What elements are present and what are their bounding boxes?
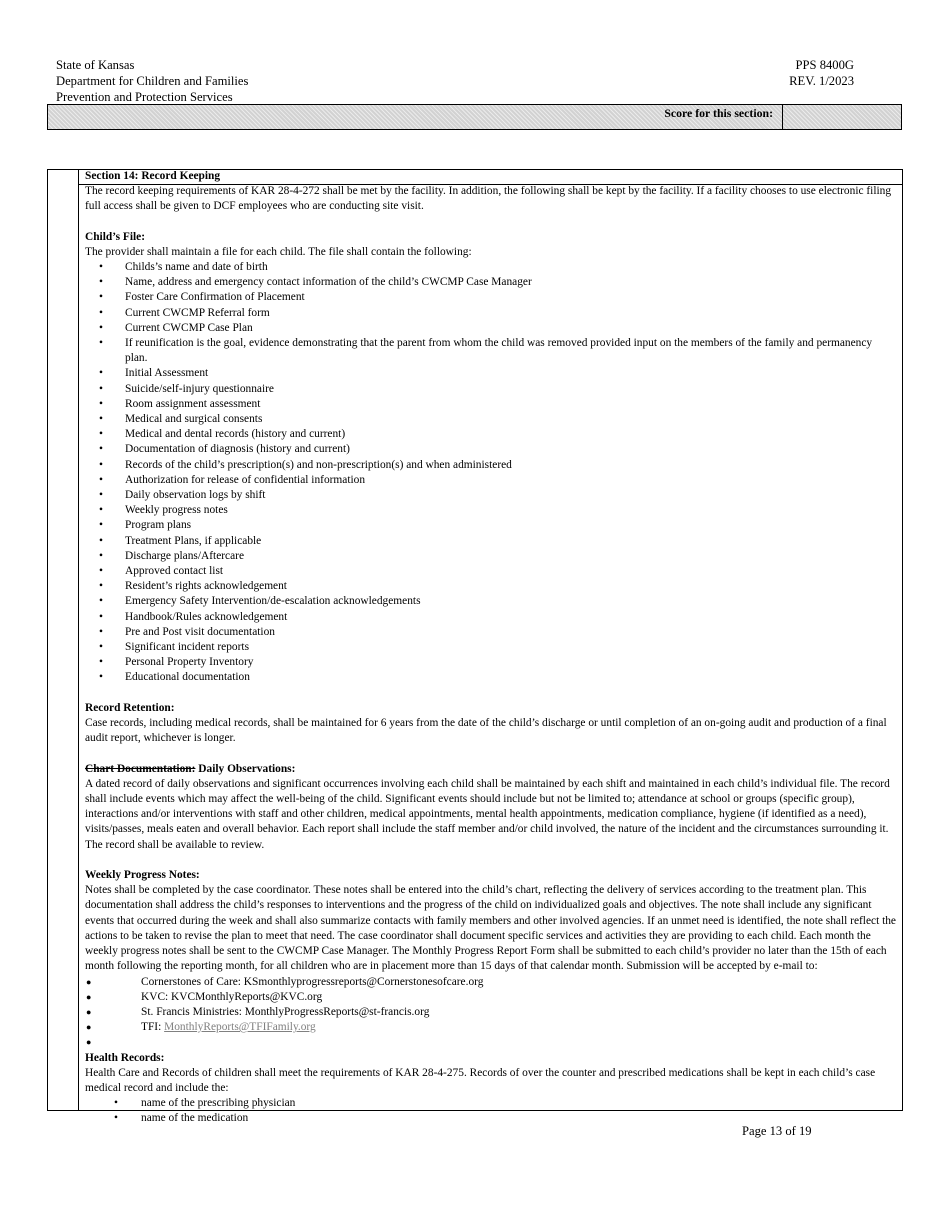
list-item-text: Educational documentation	[125, 671, 250, 684]
list-item-text: Name, address and emergency contact information of the child’s CWCMP Case Manager	[125, 276, 532, 289]
form-number: PPS 8400G	[795, 58, 854, 72]
list-item-text: Current CWCMP Referral form	[125, 306, 270, 319]
bullet-icon: •	[99, 397, 103, 410]
childs-file-list	[85, 260, 897, 686]
bullet-icon: •	[99, 428, 103, 441]
list-item	[85, 503, 897, 518]
weekly-progress-text: Notes shall be completed by the case coordinator. These notes shall be entered into the child’s chart, reflecting the delivery of services according to the treatment plan. This documentation shall address the child’s responses to interventions and the progress of the child on individualized goals and objectives. The note shall include any significant events that occurred during the week and shall also summarize contacts with family members and other involved agencies. If an unmet need is identified, the note shall reflect the actions to be taken to revise the plan to meet that need. The case coordinator shall document specific services and activities they are providing to each child. Each month the weekly progress notes shall be sent to the CWCMP Case Manager. The Monthly Progress Report Form shall be submitted to each child’s provider no later than the 15th of each month following the reporting month, for all children who are in placement more than 15 days of that calendar month. Submission will be accepted by e-mail to:	[85, 884, 896, 973]
list-item-text: Medical and surgical consents	[125, 413, 263, 426]
bullet-icon: •	[99, 504, 103, 517]
list-item	[85, 488, 897, 503]
childs-file-heading: Child’s File:	[85, 230, 146, 243]
list-item-text: Medical and dental records (history and current)	[125, 428, 346, 441]
section-intro: The record keeping requirements of KAR 28-4-272 shall be met by the facility. In addition, the following shall be kept by the facility. If a facility chooses to use electronic filing full access shall be given to DCF employees who are conducting site visit.	[85, 185, 892, 213]
agency-header	[56, 57, 248, 105]
bullet-icon: ●	[86, 991, 92, 1002]
list-item	[85, 412, 897, 427]
bullet-icon: •	[99, 595, 103, 608]
list-item	[85, 306, 897, 321]
bullet-icon: •	[99, 337, 103, 350]
list-item	[85, 336, 897, 366]
list-item	[85, 382, 897, 397]
list-item	[85, 534, 897, 549]
list-item-text: Room assignment assessment	[125, 397, 261, 410]
bullet-icon: •	[99, 382, 103, 395]
bullet-icon: ●	[86, 1006, 92, 1017]
bullet-icon: •	[99, 549, 103, 562]
list-item	[85, 549, 897, 564]
bullet-icon: •	[99, 534, 103, 547]
health-records-heading: Health Records:	[85, 1051, 165, 1064]
list-item	[85, 670, 897, 685]
list-item-text: Handbook/Rules acknowledgement	[125, 610, 288, 623]
list-item	[85, 1005, 897, 1020]
bullet-icon: •	[99, 473, 103, 486]
list-item	[85, 625, 897, 640]
list-item	[85, 458, 897, 473]
bullet-icon: •	[114, 1097, 118, 1110]
list-item-text: Records of the child’s prescription(s) and non-prescription(s) and when administered	[125, 458, 512, 471]
list-item	[85, 427, 897, 442]
section-title: Section 14: Record Keeping	[85, 170, 221, 182]
list-item	[85, 564, 897, 579]
list-item-text: Authorization for release of confidential information	[125, 473, 366, 486]
bullet-icon: •	[114, 1112, 118, 1125]
list-item-text: Documentation of diagnosis (history and current)	[125, 443, 350, 456]
agency-state: State of Kansas	[56, 58, 135, 72]
struck-heading: Chart Documentation:	[85, 762, 196, 775]
list-item-text: St. Francis Ministries: MonthlyProgressReports@st-francis.org	[141, 1005, 430, 1018]
list-item-text: Pre and Post visit documentation	[125, 625, 275, 638]
bullet-icon: •	[99, 443, 103, 456]
bullet-icon: •	[99, 519, 103, 532]
bullet-icon: •	[99, 641, 103, 654]
list-item	[85, 990, 897, 1005]
bullet-icon: •	[99, 625, 103, 638]
list-item	[85, 473, 897, 488]
list-item-text: Significant incident reports	[125, 641, 250, 654]
bullet-icon: ●	[86, 1037, 92, 1048]
list-item-text: name of the prescribing physician	[141, 1097, 296, 1110]
list-item-text: Daily observation logs by shift	[125, 489, 266, 502]
list-item-text: Initial Assessment	[125, 367, 209, 380]
score-label: Score for this section:	[664, 106, 773, 120]
weekly-progress-heading: Weekly Progress Notes:	[85, 869, 200, 882]
list-item	[85, 610, 897, 625]
list-item-text: Approved contact list	[125, 565, 224, 578]
list-item-text: Emergency Safety Intervention/de-escalation acknowledgements	[125, 595, 421, 608]
list-item-text: Resident’s rights acknowledgement	[125, 580, 287, 593]
bullet-icon: ●	[86, 976, 92, 987]
bullet-icon: •	[99, 321, 103, 334]
bullet-icon: •	[99, 489, 103, 502]
tfi-email-link[interactable]: MonthlyReports@TFIFamily.org	[164, 1021, 316, 1034]
bullet-icon: •	[99, 458, 103, 471]
list-item-text: KVC: KVCMonthlyReports@KVC.org	[141, 990, 323, 1003]
email-list	[85, 975, 897, 1021]
empty-list-item	[85, 1035, 897, 1050]
daily-observations-heading	[85, 762, 897, 777]
list-item-text: name of the medication	[141, 1112, 249, 1125]
agency-department: Department for Children and Families	[56, 74, 249, 88]
list-item-text: Suicide/self-injury questionnaire	[125, 382, 274, 395]
list-item	[85, 366, 897, 381]
bullet-icon: •	[99, 610, 103, 623]
list-item-text: Foster Care Confirmation of Placement	[125, 291, 305, 304]
agency-division: Prevention and Protection Services	[56, 90, 233, 104]
bullet-icon: •	[99, 671, 103, 684]
form-revision: REV. 1/2023	[789, 74, 854, 88]
list-item-text: Current CWCMP Case Plan	[125, 321, 253, 334]
list-item	[85, 1096, 897, 1111]
bullet-icon: •	[99, 261, 103, 273]
list-item	[85, 260, 897, 275]
list-item	[85, 321, 897, 336]
bullet-icon: •	[99, 276, 103, 289]
list-item-text: Weekly progress notes	[125, 504, 228, 517]
list-item	[85, 275, 897, 290]
list-item	[85, 442, 897, 457]
score-divider	[782, 105, 783, 129]
bullet-icon: •	[99, 656, 103, 669]
list-item	[85, 518, 897, 533]
tfi-label: TFI:	[141, 1021, 165, 1034]
health-records-list	[85, 1096, 897, 1126]
list-item	[85, 640, 897, 655]
list-item	[85, 975, 897, 990]
health-records-text: Health Care and Records of children shall meet the requirements of KAR 28-4-275. Records of over the counter and prescribed medications shall be kept in each child’s case medical record and include the:	[85, 1066, 876, 1094]
record-retention-heading: Record Retention:	[85, 701, 175, 714]
list-item	[85, 290, 897, 305]
score-column-divider	[78, 170, 79, 1110]
list-item	[85, 579, 897, 594]
list-item-text: Discharge plans/Aftercare	[125, 549, 245, 562]
bullet-icon: •	[99, 291, 103, 304]
childs-file-lead: The provider shall maintain a file for each child. The file shall contain the following:	[85, 245, 472, 258]
tfi-email-list	[85, 1020, 897, 1050]
list-item	[85, 655, 897, 670]
daily-observations-text: A dated record of daily observations and significant occurrences involving each child shall be maintained by each shift and maintained in each child’s individual file. The record shall include events which may affect the well-being of the child. Significant events should include but not be limited to; attendance at school or groups (specific group), interactions and/or interventions with staff and other children, medical appointments, mental health appointments, medication compliance, hygiene (if identified as a need), visits/passes, meals eaten and overall behavior. Each report shall include the staff member and/or child involved, the nature of the incident and the circumstances surrounding it. The record shall be available to review.	[85, 777, 890, 851]
score-bar	[47, 104, 902, 130]
daily-observations-title: Daily Observations:	[195, 762, 296, 775]
list-item	[85, 594, 897, 609]
list-item-text: Childs’s name and date of birth	[125, 261, 268, 273]
list-item-text: Cornerstones of Care: KSmonthlyprogressreports@Cornerstonesofcare.org	[141, 975, 484, 988]
bullet-icon: •	[99, 565, 103, 578]
bullet-icon: •	[99, 413, 103, 426]
list-item-text: Personal Property Inventory	[125, 656, 254, 669]
list-item-text: If reunification is the goal, evidence demonstrating that the parent from whom the child was removed provided input on the members of the family and permanency plan.	[125, 337, 873, 365]
form-id-header	[730, 57, 854, 89]
list-item	[85, 397, 897, 412]
list-item-text: Program plans	[125, 519, 192, 532]
bullet-icon: •	[99, 367, 103, 380]
record-retention-text: Case records, including medical records, shall be maintained for 6 years from the date of the child’s discharge or until completion of an on-going audit and production of a final audit report, whichever is longer.	[85, 717, 887, 745]
list-item-text: Treatment Plans, if applicable	[125, 534, 262, 547]
page-number: Page 13 of 19	[742, 1124, 812, 1138]
bullet-icon: •	[99, 306, 103, 319]
section-content	[85, 169, 897, 1127]
bullet-icon: ●	[86, 1022, 92, 1033]
list-item	[85, 1020, 897, 1035]
bullet-icon: •	[99, 580, 103, 593]
